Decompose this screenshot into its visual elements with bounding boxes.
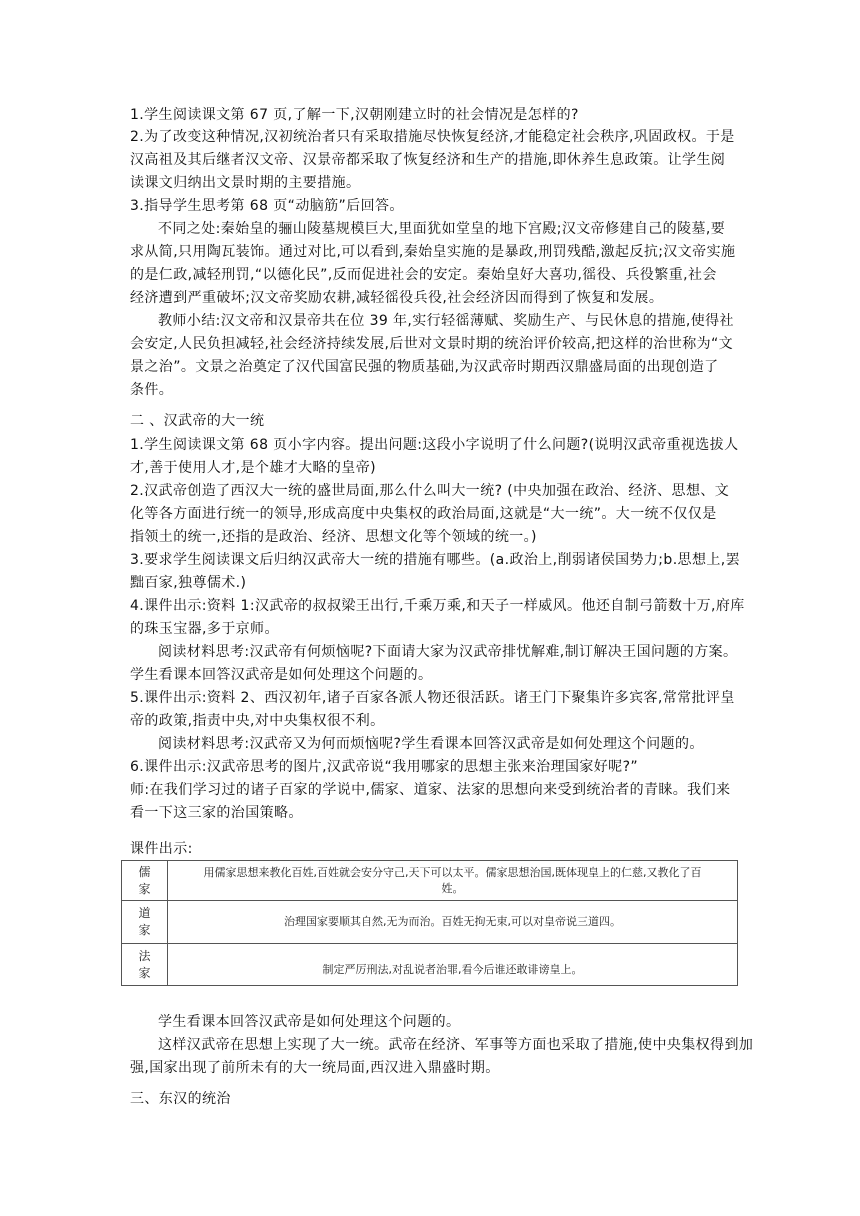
paragraph-line: 3.要求学生阅读课文后归纳汉武帝大一统的措施有哪些。(a.政治上,削弱诸侯国势力;b.思想上,罢 [130,552,741,568]
school-name [122,944,168,986]
school-name-top: 法 [138,948,151,963]
paragraph-line: 2.汉武帝创造了西汉大一统的盛世局面,那么什么叫大一统? (中央加强在政治、经济、思想、文 [130,483,730,499]
school-description [168,944,738,986]
school-name-bottom: 家 [138,923,151,937]
school-description [168,861,738,901]
paragraph-line: 不同之处:秦始皇的骊山陵墓规模巨大,里面犹如堂皇的地下宫殿;汉文帝修建自己的陵墓,要 [158,221,726,237]
school-name-top: 道 [138,906,151,920]
paragraph-line: 读课文归纳出文景时期的主要措施。 [130,175,361,191]
paragraph-line: 阅读材料思考:汉武帝又为何而烦恼呢?学生看课本回答汉武帝是如何处理这个问题的。 [158,736,704,752]
paragraph-line: 经济遭到严重破坏;汉文帝奖励农耕,减轻徭役兵役,社会经济因而得到了恢复和发展。 [130,290,664,306]
school-name-bottom: 家 [138,881,151,896]
paragraph-line: 汉高祖及其后继者汉文帝、汉景帝都采取了恢复经济和生产的措施,即休养生息政策。让学生阅 [130,152,726,168]
paragraph-line: 条件。 [130,382,174,398]
paragraph-line: 帝的政策,指责中央,对中央集权很不利。 [130,713,385,729]
schools-table [121,860,738,986]
school-description [168,901,738,944]
paragraph-line: 这样汉武帝在思想上实现了大一统。武帝在经济、军事等方面也采取了措施,使中央集权得到加 [158,1037,754,1053]
paragraph-line: 的是仁政,减轻刑罚,“以德化民”,反而促进社会的安定。秦始皇好大喜功,徭役、兵役繁重,社会 [130,267,717,283]
section-heading: 二 、汉武帝的大一统 [130,413,265,429]
paragraph-line: 6.课件出示:汉武帝思考的图片,汉武帝说“我用哪家的思想主张来治理国家好呢?” [130,759,639,775]
table-row [122,861,738,901]
paragraph-line: 才,善于使用人才,是个雄才大略的皇帝) [130,460,376,476]
table-row [122,901,738,944]
paragraph-line: 3.指导学生思考第 68 页“动脑筋”后回答。 [130,198,404,214]
table-row [122,944,738,986]
school-name [122,901,168,944]
paragraph-line: 教师小结:汉文帝和汉景帝共在位 39 年,实行轻徭薄赋、奖励生产、与民休息的措施,使得社 [158,313,734,329]
paragraph-line: 景之治”。文景之治奠定了汉代国富民强的物质基础,为汉武帝时期西汉鼎盛局面的出现创造了 [130,359,719,375]
paragraph-line: 强,国家出现了前所未有的大一统局面,西汉进入鼎盛时期。 [130,1060,500,1076]
paragraph-line: 阅读材料思考:汉武帝有何烦恼呢?下面请大家为汉武帝排忧解难,制订解决王国问题的方案。 [158,644,738,660]
description-line: 制定严厉刑法,对乱说者治罪,看今后谁还敢诽谤皇上。 [322,962,583,976]
paragraph-line: 师:在我们学习过的诸子百家的学说中,儒家、道家、法家的思想向来受到统治者的青睐。我们来 [130,782,731,798]
paragraph-line: 4.课件出示:资料 1:汉武帝的叔叔梁王出行,千乘万乘,和天子一样威风。他还自制弓箭数十万,府库 [130,598,745,614]
table-caption: 课件出示: [130,841,193,857]
paragraph-line: 学生看课本回答汉武帝是如何处理这个问题的。 [130,667,433,683]
school-name [122,861,168,901]
paragraph-line: 2.为了改变这种情况,汉初统治者只有采取措施尽快恢复经济,才能稳定社会秩序,巩固政权。于是 [130,129,735,145]
paragraph-line: 学生看课本回答汉武帝是如何处理这个问题的。 [158,1014,461,1030]
paragraph-line: 5.课件出示:资料 2、西汉初年,诸子百家各派人物还很活跃。诸王门下聚集许多宾客,常常批评皇 [130,690,735,706]
paragraph-line: 求从简,只用陶瓦装饰。通过对比,可以看到,秦始皇实施的是暴政,刑罚残酷,激起反抗;汉文帝实施 [130,244,736,260]
paragraph-line: 1.学生阅读课文第 68 页小字内容。提出问题:这段小字说明了什么问题?(说明汉武帝重视选拔人 [130,437,739,453]
description-line: 姓。 [441,881,464,895]
paragraph-line: 的珠玉宝器,多于京师。 [130,621,279,637]
paragraph-line: 黜百家,独尊儒术.) [130,575,247,591]
school-name-bottom: 家 [138,965,151,980]
paragraph-line: 看一下这三家的治国策略。 [130,805,303,821]
paragraph-line: 指领土的统一,还指的是政治、经济、思想文化等个领域的统一。) [130,529,537,545]
description-line: 治理国家要顺其自然,无为而治。百姓无拘无束,可以对皇帝说三道四。 [284,915,621,928]
paragraph-line: 1.学生阅读课文第 67 页,了解一下,汉朝刚建立时的社会情况是怎样的? [130,107,579,123]
paragraph-line: 化等各方面进行统一的领导,形成高度中央集权的政治局面,这就是“大一统”。大一统不仅仅是 [130,506,717,522]
paragraph-line: 会安定,人民负担减轻,社会经济持续发展,后世对文景时期的统治评价较高,把这样的治世称为“文 [130,336,734,352]
description-line: 用儒家思想来教化百姓,百姓就会安分守己,天下可以太平。儒家思想治国,既体现皇上的仁慈,又教化了百 [203,865,702,879]
school-name-top: 儒 [138,864,151,879]
section-heading: 三、东汉的统治 [130,1091,231,1107]
